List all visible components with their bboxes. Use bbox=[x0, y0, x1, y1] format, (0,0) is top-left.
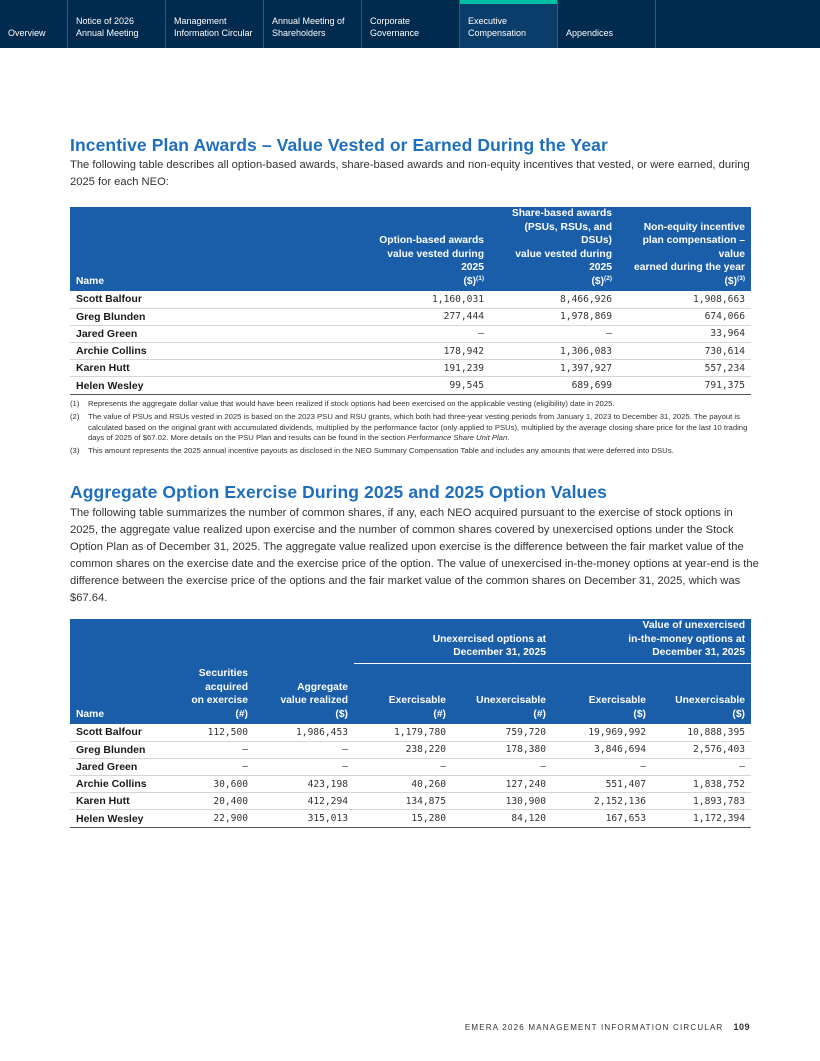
table-cell: (3) bbox=[70, 446, 80, 456]
table-cell: The value of PSUs and RSUs vested in 2025 is based on the 2023 PSU and RSU grants, which both had three-year vesting periods from January 1, 2023 to December 31, 2025. The payout is calculated based on the original grant with accumulated dividends, multiplied by the performance factor (only applied to PSUs), multiplied by the average closing share price for the last 10 trading days of 2025 of $67.02. More details on the PSU Plan and results can be found in the section bbox=[88, 412, 748, 443]
footnote-ref-2: (2) bbox=[604, 274, 612, 282]
cell-share: 689,699 bbox=[490, 377, 618, 394]
table-row bbox=[70, 291, 751, 308]
table-header-row bbox=[70, 663, 751, 724]
cell-option: 99,545 bbox=[360, 377, 490, 394]
nav-spacer bbox=[656, 0, 820, 48]
section-title-aggregate-option-exercise: Aggregate Option Exercise During 2025 and 2025 Option Values bbox=[70, 482, 607, 502]
table-cell: Notice of 2026 Annual Meeting bbox=[76, 16, 139, 38]
page-footer bbox=[465, 1022, 750, 1032]
footnote-ref-1: (1) bbox=[476, 274, 484, 282]
row-name: Greg Blunden bbox=[70, 308, 360, 325]
cell-nonequity: 730,614 bbox=[618, 343, 751, 360]
table-cell: . bbox=[507, 433, 510, 443]
table-row bbox=[70, 308, 751, 325]
cell-option: 191,239 bbox=[360, 360, 490, 377]
row-name: Karen Hutt bbox=[70, 360, 360, 377]
table-group-header-row bbox=[70, 619, 751, 663]
table-cell: Option-based awards value vested during 2025 ($) bbox=[379, 235, 484, 287]
table-cell: 40,260 bbox=[354, 776, 452, 793]
table-cell: – bbox=[156, 758, 254, 775]
top-navigation bbox=[0, 0, 820, 48]
cell-option: – bbox=[360, 325, 490, 342]
table-row bbox=[70, 377, 751, 394]
table-cell: 315,013 bbox=[254, 810, 354, 827]
table-cell: (2) bbox=[70, 412, 80, 422]
footer-text: EMERA 2026 MANAGEMENT INFORMATION CIRCULAR bbox=[464, 1023, 724, 1032]
table-row bbox=[70, 325, 751, 342]
header-unexercisable-number: Unexercisable (#) bbox=[452, 663, 552, 724]
header-securities-acquired: Securities acquired on exercise (#) bbox=[156, 663, 254, 724]
table-row bbox=[70, 776, 751, 793]
table-cell: 19,969,992 bbox=[552, 724, 652, 741]
table-cell: 423,198 bbox=[254, 776, 354, 793]
tab-annual-meeting-of-shareholders[interactable] bbox=[264, 0, 362, 48]
cell-option: 277,444 bbox=[360, 308, 490, 325]
table-cell: 1,179,780 bbox=[354, 724, 452, 741]
table-cell: 127,240 bbox=[452, 776, 552, 793]
table-cell: – bbox=[354, 758, 452, 775]
table-row bbox=[70, 810, 751, 827]
page-number: 109 bbox=[733, 1022, 750, 1032]
table-row bbox=[70, 758, 751, 775]
footnote bbox=[70, 446, 760, 457]
cell-option: 1,160,031 bbox=[360, 291, 490, 308]
section-title-incentive-plan-awards: Incentive Plan Awards – Value Vested or Earned During the Year bbox=[70, 135, 608, 155]
cell-share: – bbox=[490, 325, 618, 342]
table-cell: Overview bbox=[8, 27, 46, 38]
tab-notice-of-annual-meeting[interactable] bbox=[68, 0, 166, 48]
tab-overview[interactable] bbox=[0, 0, 68, 48]
row-name: Helen Wesley bbox=[70, 810, 156, 827]
header-non-equity bbox=[618, 207, 751, 291]
tab-executive-compensation[interactable] bbox=[460, 0, 558, 48]
cell-nonequity: 33,964 bbox=[618, 325, 751, 342]
table-cell: 1,172,394 bbox=[652, 810, 751, 827]
table-cell: Appendices bbox=[566, 27, 614, 38]
footnote-ref-3: (3) bbox=[737, 274, 745, 282]
table-cell: Annual Meeting of Shareholders bbox=[272, 16, 345, 38]
table-row bbox=[70, 793, 751, 810]
header-name: Name bbox=[70, 207, 360, 291]
table-cell: 3,846,694 bbox=[552, 741, 652, 758]
header-group-unexercised-options: Unexercised options at December 31, 2025 bbox=[354, 619, 552, 663]
table-cell: 412,294 bbox=[254, 793, 354, 810]
tab-appendices[interactable] bbox=[558, 0, 656, 48]
header-option-based bbox=[360, 207, 490, 291]
header-unexercisable-value: Unexercisable ($) bbox=[652, 663, 751, 724]
option-exercise-table bbox=[70, 619, 751, 828]
header-name: Name bbox=[70, 663, 156, 724]
section-intro-incentive-plan-awards: The following table describes all option-based awards, share-based awards and non-equity incentives that vested, or were earned, during 2025 for each NEO: bbox=[70, 159, 750, 188]
table-cell: 551,407 bbox=[552, 776, 652, 793]
header-group-in-the-money-value: Value of unexercised in-the-money options at December 31, 2025 bbox=[552, 619, 751, 663]
table-row bbox=[70, 360, 751, 377]
incentive-plan-awards-table bbox=[70, 207, 751, 395]
table-cell: – bbox=[652, 758, 751, 775]
table-cell: – bbox=[156, 741, 254, 758]
cell-nonequity: 791,375 bbox=[618, 377, 751, 394]
table-cell: Corporate Governance bbox=[370, 16, 420, 38]
table-cell: 759,720 bbox=[452, 724, 552, 741]
footnote bbox=[70, 399, 760, 410]
table-cell: Management Information Circular bbox=[174, 16, 253, 38]
cell-nonequity: 674,066 bbox=[618, 308, 751, 325]
table-cell: – bbox=[254, 741, 354, 758]
table-cell: 167,653 bbox=[552, 810, 652, 827]
row-name: Scott Balfour bbox=[70, 291, 360, 308]
header-share-based bbox=[490, 207, 618, 291]
row-name: Archie Collins bbox=[70, 343, 360, 360]
section-intro-aggregate-option-exercise: The following table summarizes the number of common shares, if any, each NEO acquired pursuant to the exercise of stock options in 2025, the aggregate value realized upon exercise and the number of common shares covered by unexercised options under the Stock Option Plan as of December 31, 2025. The aggregate value realized upon exercise is the difference between the fair market value of the common shares on the exercise date and the exercise price of the option. The value of unexercised in-the-money options at year-end is the difference between the exercise price of the options and the fair market value of the common shares on December 31, 2025, which was $67.64. bbox=[70, 507, 759, 604]
table-cell: 2,576,403 bbox=[652, 741, 751, 758]
table-cell: (1) bbox=[70, 399, 80, 408]
row-name: Jared Green bbox=[70, 758, 156, 775]
table-cell: 1,986,453 bbox=[254, 724, 354, 741]
table-cell: 178,380 bbox=[452, 741, 552, 758]
table-row bbox=[70, 724, 751, 741]
table-header-row bbox=[70, 207, 751, 291]
row-name: Jared Green bbox=[70, 325, 360, 342]
row-name: Karen Hutt bbox=[70, 793, 156, 810]
cell-option: 178,942 bbox=[360, 343, 490, 360]
table-cell: Share-based awards (PSUs, RSUs, and DSUs) value vested during 2025 ($) bbox=[511, 208, 612, 287]
table-cell: 1,838,752 bbox=[652, 776, 751, 793]
tab-management-information-circular[interactable] bbox=[166, 0, 264, 48]
footnote bbox=[70, 412, 760, 444]
row-name: Greg Blunden bbox=[70, 741, 156, 758]
cell-share: 1,306,083 bbox=[490, 343, 618, 360]
table-row bbox=[70, 343, 751, 360]
table-cell: Represents the aggregate dollar value that would have been realized if stock options had been exercised on the applicable vesting (eligibility) date in 2025. bbox=[88, 399, 615, 408]
table-cell: Executive Compensation bbox=[468, 16, 527, 38]
table-cell: – bbox=[552, 758, 652, 775]
table-cell: 2,152,136 bbox=[552, 793, 652, 810]
table-cell: 30,600 bbox=[156, 776, 254, 793]
tab-corporate-governance[interactable] bbox=[362, 0, 460, 48]
cell-share: 1,397,927 bbox=[490, 360, 618, 377]
cell-share: 1,978,869 bbox=[490, 308, 618, 325]
header-exercisable-value: Exercisable ($) bbox=[552, 663, 652, 724]
table-cell: – bbox=[452, 758, 552, 775]
table-cell: 20,400 bbox=[156, 793, 254, 810]
table-cell: 84,120 bbox=[452, 810, 552, 827]
table-cell: 130,900 bbox=[452, 793, 552, 810]
row-name: Archie Collins bbox=[70, 776, 156, 793]
header-aggregate-value-realized: Aggregate value realized ($) bbox=[254, 663, 354, 724]
table-cell: 134,875 bbox=[354, 793, 452, 810]
cell-nonequity: 557,234 bbox=[618, 360, 751, 377]
table-cell: 15,280 bbox=[354, 810, 452, 827]
row-name: Scott Balfour bbox=[70, 724, 156, 741]
table-cell: 238,220 bbox=[354, 741, 452, 758]
cell-nonequity: 1,908,663 bbox=[618, 291, 751, 308]
table-cell: This amount represents the 2025 annual incentive payouts as disclosed in the NEO Summary Compensation Table and includes any amounts that were deferred into DSUs. bbox=[88, 446, 674, 456]
cell-share: 8,466,926 bbox=[490, 291, 618, 308]
header-exercisable-number: Exercisable (#) bbox=[354, 663, 452, 724]
table-cell: – bbox=[254, 758, 354, 775]
row-name: Helen Wesley bbox=[70, 377, 360, 394]
table-row bbox=[70, 741, 751, 758]
table-cell: 22,900 bbox=[156, 810, 254, 827]
table-footnotes bbox=[70, 399, 760, 459]
table-cell: Non-equity incentive plan compensation – value earned during the year ($) bbox=[633, 221, 745, 287]
table-cell: 112,500 bbox=[156, 724, 254, 741]
table-cell: 10,888,395 bbox=[652, 724, 751, 741]
table-cell: 1,893,783 bbox=[652, 793, 751, 810]
link-performance-share-unit-plan[interactable]: Performance Share Unit Plan bbox=[407, 433, 508, 443]
